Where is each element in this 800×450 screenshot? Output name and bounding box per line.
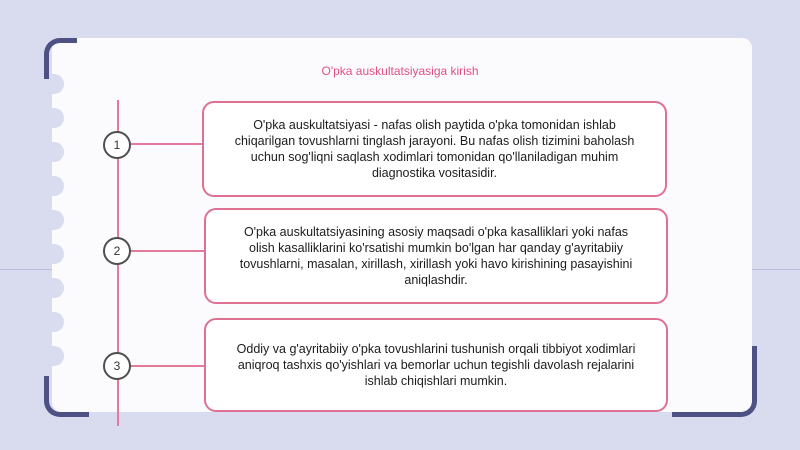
step-number-circle: 3 [103,352,131,380]
page-title: O'pka auskultatsiyasiga kirish [321,64,479,78]
binder-hole [40,346,64,366]
binder-hole [40,278,64,298]
binder-hole [40,244,64,264]
frame-corner-bottom-left [44,376,89,417]
timeline-connector [130,250,204,252]
binder-hole [40,176,64,196]
step-number-circle: 2 [103,237,131,265]
binder-hole [40,108,64,128]
info-card [202,101,667,197]
info-card-text: O'pka auskultatsiyasining asosiy maqsadi o'pka kasalliklari yoki nafas olish kasalliklarini ko'rsatishi mumkin bo'lgan har qanday g'ayritabiiy tovushlarni, masalan, xirillash, xirillash yoki havo kirishining pasayishini aniqlashdir. [239,225,633,287]
binder-hole [40,142,64,162]
binder-hole [40,210,64,230]
frame-corner-bottom-right [672,346,757,417]
info-card-text: O'pka auskultatsiyasi - nafas olish paytida o'pka tomonidan ishlab chiqarilgan tovushlarni tinglash jarayoni. Bu nafas olish tizimini baholash uchun sog'liqni saqlash xodimlari tomonidan qo'llaniladigan muhim diagnostika vositasidir. [234,118,635,180]
binder-hole [40,312,64,332]
info-card [204,318,668,412]
step-number-circle: 1 [103,131,131,159]
timeline-connector [130,365,204,367]
info-card-text: Oddiy va g'ayritabiiy o'pka tovushlarini tushunish orqali tibbiyot xodimlari aniqroq tashxis qo'yishlari va bemorlar uchun tegishli davolash rejalarini ishlab chiqishlari mumkin. [236,342,636,388]
info-card [204,208,668,304]
timeline-connector [130,143,202,145]
